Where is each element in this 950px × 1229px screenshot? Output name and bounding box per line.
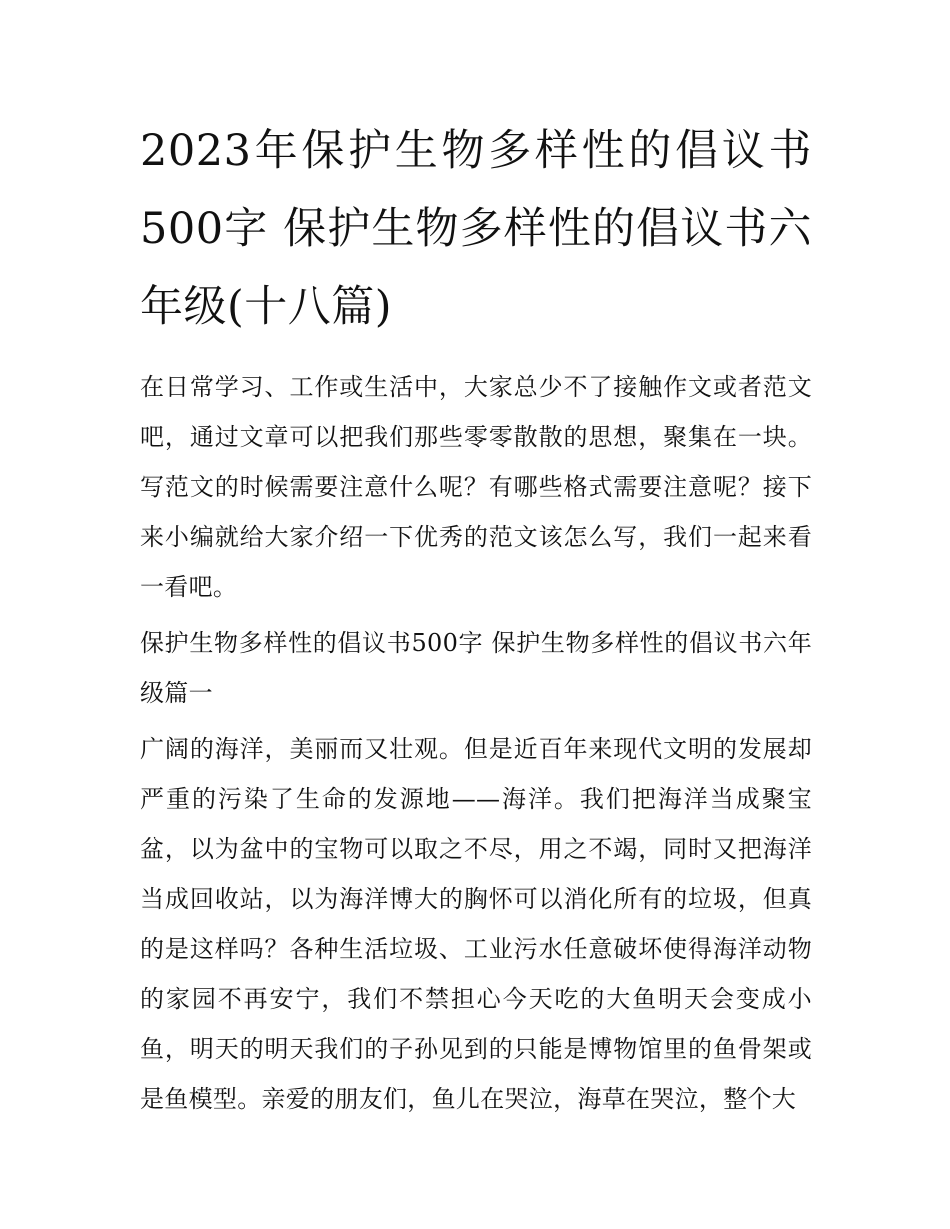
article-paragraph: 广阔的海洋，美丽而又壮观。但是近百年来现代文明的发展却严重的污染了生命的发源地——海洋。我们把海洋当成聚宝盆，以为盆中的宝物可以取之不尽，用之不竭，同时又把海洋当成回收站，以为海洋博大的胸怀可以消化所有的垃圾，但真的是这样吗？各种生活垃圾、工业污水任意破坏使得海洋动物的家园不再安宁，我们不禁担心今天吃的大鱼明天会变成小鱼，明天的明天我们的子孙见到的只能是博物馆里的鱼骨架或是鱼模型。亲爱的朋友们，鱼儿在哭泣，海草在哭泣，整个大: [140, 735, 812, 1113]
document-page: [140, 112, 812, 1124]
section-heading: 保护生物多样性的倡议书500字 保护生物多样性的倡议书六年级篇一: [140, 629, 812, 707]
document-title: 2023年保护生物多样性的倡议书500字 保护生物多样性的倡议书六年级(十八篇): [140, 126, 812, 332]
intro-paragraph: 在日常学习、工作或生活中，大家总少不了接触作文或者范文吧，通过文章可以把我们那些零零散散的思想，聚集在一块。写范文的时候需要注意什么呢？有哪些格式需要注意呢？接下来小编就给大家介绍一下优秀的范文该怎么写，我们一起来看一看吧。: [140, 373, 812, 601]
